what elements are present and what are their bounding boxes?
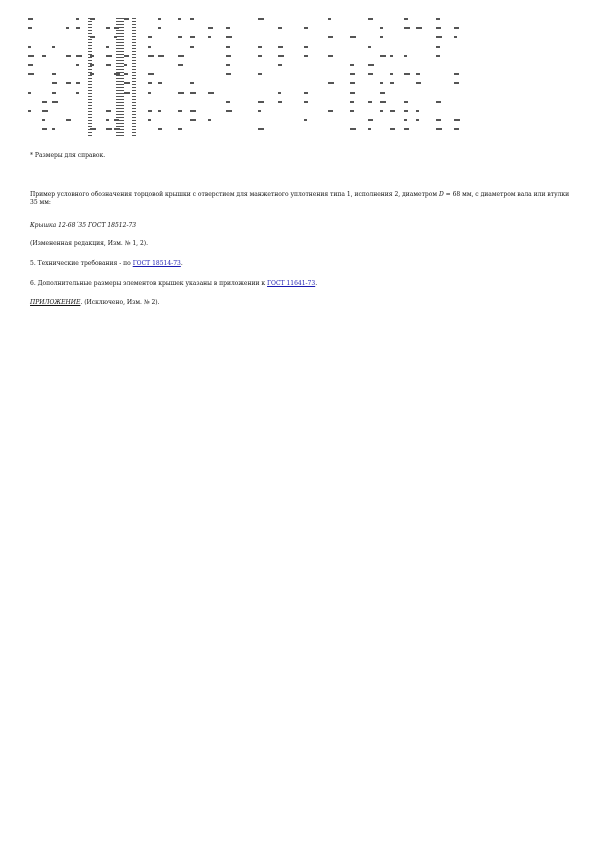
table-cell-mark	[52, 92, 56, 94]
table-cell-mark	[404, 18, 408, 20]
table-cell-mark	[148, 55, 154, 57]
table-cell-mark	[178, 92, 184, 94]
amendment-note: (Измененная редакция, Изм. № 1, 2).	[30, 240, 149, 247]
table-cell-mark	[124, 73, 128, 75]
table-cell-mark	[42, 101, 47, 103]
table-cell-mark	[380, 55, 386, 57]
table-cell-mark	[454, 36, 457, 38]
table-cell-mark	[258, 73, 262, 75]
table-cell-mark	[454, 82, 459, 84]
table-cell-mark	[380, 36, 383, 38]
table-cell-mark	[226, 36, 232, 38]
table-cell-mark	[258, 18, 264, 20]
table-cell-mark	[304, 46, 308, 48]
table-cell-mark	[454, 73, 459, 75]
table-cell-mark	[42, 110, 48, 112]
designation-example: Крышка 12-68´35 ГОСТ 18512-73	[30, 222, 137, 229]
table-cell-mark	[278, 64, 282, 66]
table-cell-mark	[278, 46, 283, 48]
table-cell-mark	[380, 92, 385, 94]
table-cell-mark	[76, 55, 82, 57]
table-cell-mark	[278, 101, 282, 103]
table-cell-mark	[368, 119, 373, 121]
table-cell-mark	[390, 73, 393, 75]
table-cell-mark	[76, 18, 79, 20]
table-cell-mark	[52, 73, 56, 75]
table-cell-mark	[390, 82, 394, 84]
table-cell-mark	[404, 101, 408, 103]
table-cell-mark	[190, 82, 194, 84]
additional-suffix: .	[315, 280, 318, 287]
table-cell-mark	[416, 73, 420, 75]
table-column-marks	[90, 18, 92, 136]
table-cell-mark	[148, 110, 152, 112]
table-cell-mark	[368, 128, 371, 130]
table-cell-mark	[226, 110, 232, 112]
table-cell-mark	[28, 18, 33, 20]
table-cell-mark	[66, 27, 69, 29]
table-cell-mark	[328, 18, 331, 20]
table-cell-mark	[436, 46, 440, 48]
table-cell-mark	[328, 55, 333, 57]
table-cell-mark	[106, 119, 109, 121]
table-cell-mark	[350, 128, 356, 130]
table-cell-mark	[304, 92, 308, 94]
appendix-text: . (Исключено, Изм. № 2).	[80, 299, 160, 306]
table-cell-mark	[178, 128, 182, 130]
table-cell-mark	[390, 128, 395, 130]
table-cell-mark	[350, 73, 355, 75]
table-cell-mark	[404, 128, 409, 130]
table-cell-mark	[416, 82, 421, 84]
table-cell-mark	[436, 55, 440, 57]
appendix-note	[30, 299, 160, 307]
table-cell-mark	[158, 55, 164, 57]
table-cell-mark	[124, 82, 130, 84]
table-cell-mark	[380, 27, 383, 29]
table-cell-mark	[226, 101, 230, 103]
table-cell-mark	[158, 110, 161, 112]
table-cell-mark	[148, 36, 152, 38]
table-cell-mark	[42, 55, 46, 57]
table-cell-mark	[226, 64, 230, 66]
table-cell-mark	[278, 27, 282, 29]
table-cell-mark	[190, 119, 196, 121]
table-cell-mark	[178, 55, 184, 57]
table-cell-mark	[416, 110, 419, 112]
table-cell-mark	[368, 64, 374, 66]
table-cell-mark	[106, 27, 110, 29]
table-cell-mark	[258, 55, 262, 57]
table-cell-mark	[368, 73, 373, 75]
table-column-marks	[122, 18, 124, 136]
table-cell-mark	[226, 73, 231, 75]
table-column-marks	[134, 18, 136, 136]
example-text-part-2: = 68 мм, с диаметром вала или втулки 35 мм:	[30, 191, 570, 206]
table-cell-mark	[148, 46, 151, 48]
table-cell-mark	[106, 64, 111, 66]
table-cell-mark	[158, 27, 161, 29]
table-cell-mark	[158, 18, 161, 20]
tech-req-suffix: .	[180, 260, 183, 267]
table-cell-mark	[436, 18, 440, 20]
table-cell-mark	[28, 64, 33, 66]
table-cell-mark	[368, 18, 373, 20]
table-cell-mark	[28, 55, 34, 57]
table-cell-mark	[76, 64, 79, 66]
table-cell-mark	[42, 128, 47, 130]
table-cell-mark	[148, 119, 151, 121]
example-text	[30, 191, 570, 207]
table-cell-mark	[350, 110, 354, 112]
table-cell-mark	[226, 27, 230, 29]
table-cell-mark	[190, 92, 196, 94]
table-cell-mark	[380, 101, 386, 103]
table-cell-mark	[328, 36, 333, 38]
table-cell-mark	[178, 36, 182, 38]
table-cell-mark	[368, 46, 371, 48]
table-cell-mark	[368, 101, 372, 103]
table-cell-mark	[404, 73, 410, 75]
technical-requirements	[30, 260, 183, 268]
table-cell-mark	[124, 92, 130, 94]
table-cell-mark	[148, 73, 154, 75]
table-cell-mark	[66, 55, 71, 57]
table-cell-mark	[178, 64, 183, 66]
dimensions-table	[28, 14, 468, 142]
table-cell-mark	[404, 27, 410, 29]
tech-req-prefix: 5. Технические требования - по	[30, 260, 133, 267]
table-cell-mark	[42, 119, 45, 121]
table-cell-mark	[328, 110, 333, 112]
table-cell-mark	[158, 128, 162, 130]
table-cell-mark	[416, 27, 422, 29]
additional-dimensions	[30, 280, 317, 288]
table-cell-mark	[66, 82, 71, 84]
table-cell-mark	[404, 110, 408, 112]
table-cell-mark	[258, 101, 264, 103]
table-cell-mark	[304, 119, 307, 121]
table-cell-mark	[178, 18, 181, 20]
table-cell-mark	[454, 128, 459, 130]
table-cell-mark	[28, 27, 32, 29]
table-cell-mark	[124, 18, 129, 20]
table-cell-mark	[350, 64, 354, 66]
table-cell-mark	[436, 36, 442, 38]
table-cell-mark	[190, 110, 196, 112]
table-cell-mark	[350, 82, 355, 84]
table-cell-mark	[106, 128, 112, 130]
table-cell-mark	[208, 27, 213, 29]
additional-prefix: 6. Дополнительные размеры элементов крышек указаны в приложении к	[30, 280, 268, 287]
table-cell-mark	[380, 82, 383, 84]
footnote: * Размеры для справок.	[30, 152, 106, 159]
table-cell-mark	[148, 92, 151, 94]
table-cell-mark	[28, 73, 34, 75]
table-cell-mark	[208, 36, 211, 38]
table-cell-mark	[106, 46, 109, 48]
table-cell-mark	[76, 82, 80, 84]
table-cell-mark	[76, 27, 80, 29]
table-cell-mark	[258, 128, 264, 130]
table-cell-mark	[436, 119, 441, 121]
appendix-label: ПРИЛОЖЕНИЕ	[30, 299, 81, 306]
table-cell-mark	[52, 101, 58, 103]
table-cell-mark	[304, 27, 308, 29]
table-cell-mark	[148, 82, 152, 84]
table-cell-mark	[328, 82, 334, 84]
table-cell-mark	[66, 119, 71, 121]
table-cell-mark	[278, 92, 281, 94]
diameter-symbol: D	[438, 191, 444, 198]
table-cell-mark	[258, 110, 261, 112]
table-cell-mark	[350, 36, 356, 38]
table-cell-mark	[190, 18, 194, 20]
table-cell-mark	[208, 119, 211, 121]
table-cell-mark	[436, 101, 441, 103]
table-cell-mark	[454, 27, 459, 29]
table-cell-mark	[178, 110, 182, 112]
table-cell-mark	[28, 110, 31, 112]
gost-18514-link[interactable]: ГОСТ 18514-73	[132, 260, 181, 267]
example-text-part-1: Пример условного обозначения торцовой крышки с отверстием для манжетного уплотнения типа 1, исполнения 2, диаметром	[30, 191, 439, 198]
table-cell-mark	[124, 55, 129, 57]
table-cell-mark	[278, 55, 284, 57]
table-cell-mark	[304, 101, 308, 103]
table-cell-mark	[52, 46, 55, 48]
table-cell-mark	[390, 110, 395, 112]
gost-11641-link[interactable]: ГОСТ 11641-73	[267, 280, 316, 287]
table-cell-mark	[350, 92, 355, 94]
table-cell-mark	[190, 36, 195, 38]
table-cell-mark	[190, 46, 194, 48]
table-cell-mark	[76, 92, 79, 94]
table-cell-mark	[454, 119, 460, 121]
table-cell-mark	[226, 46, 230, 48]
table-cell-mark	[436, 128, 442, 130]
table-cell-mark	[226, 55, 231, 57]
table-cell-mark	[350, 101, 354, 103]
table-cell-mark	[106, 110, 111, 112]
table-cell-mark	[28, 46, 31, 48]
table-cell-mark	[436, 27, 441, 29]
table-cell-mark	[106, 55, 112, 57]
table-cell-mark	[28, 92, 31, 94]
table-cell-mark	[404, 55, 407, 57]
table-cell-mark	[304, 55, 308, 57]
table-cell-mark	[390, 55, 393, 57]
table-cell-mark	[208, 92, 214, 94]
table-cell-mark	[52, 128, 55, 130]
table-cell-mark	[416, 119, 419, 121]
table-cell-mark	[404, 119, 407, 121]
table-cell-mark	[380, 110, 383, 112]
table-cell-mark	[258, 46, 262, 48]
table-cell-mark	[52, 82, 57, 84]
table-cell-mark	[158, 82, 162, 84]
table-cell-mark	[124, 64, 127, 66]
